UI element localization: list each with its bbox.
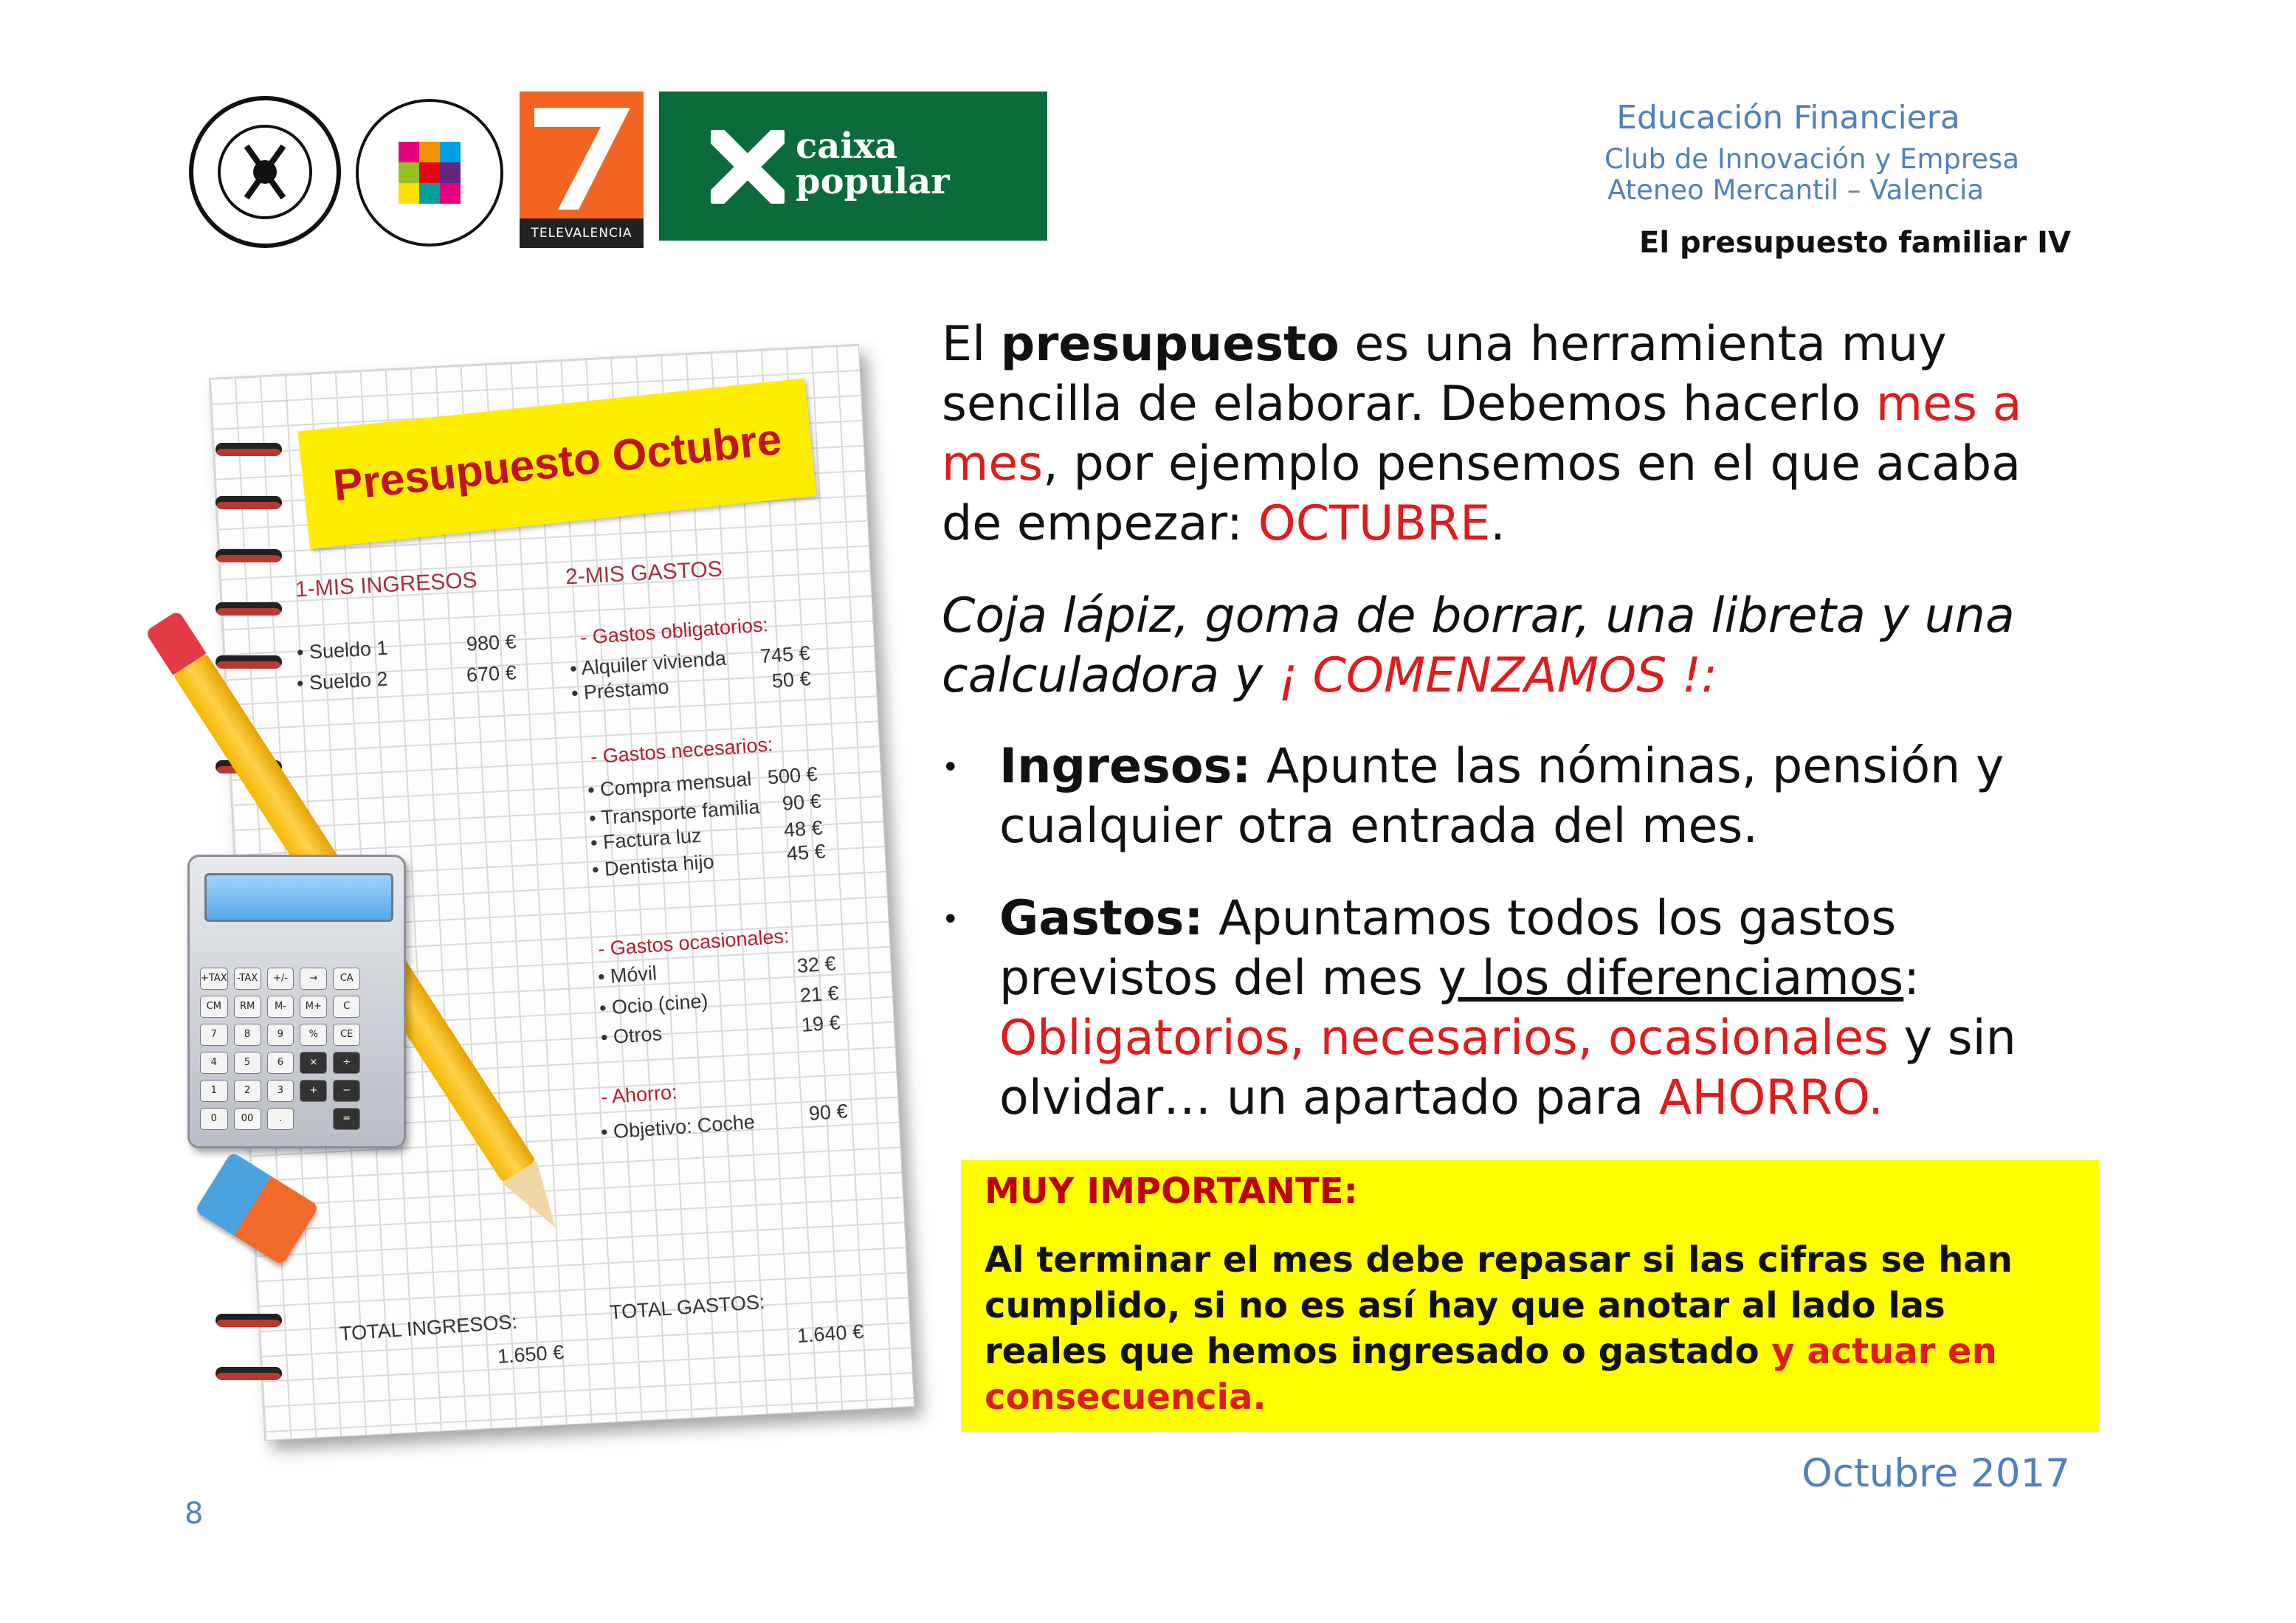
- expense-value: 21 €: [799, 982, 840, 1007]
- calculator-key: +: [300, 1080, 327, 1102]
- caixa-line2: popular: [796, 161, 950, 202]
- expense-item: • Préstamo: [570, 675, 670, 705]
- expense-value: 90 €: [807, 1100, 849, 1125]
- calculator-key: 7: [200, 1024, 228, 1046]
- expense-value: 48 €: [782, 816, 824, 841]
- spiral-ring: [216, 1367, 282, 1380]
- expense-value: 45 €: [785, 840, 827, 865]
- calculator-key: 6: [267, 1052, 294, 1074]
- expense-item: • Móvil: [597, 962, 658, 988]
- calculator-key: 3: [267, 1080, 294, 1102]
- calculator-key: -TAX: [234, 968, 261, 990]
- important-title: MUY IMPORTANTE:: [985, 1171, 1358, 1212]
- calculator-icon: [187, 855, 406, 1148]
- calculator-key: =: [333, 1108, 360, 1130]
- total-gastos-label: TOTAL GASTOS:: [609, 1290, 766, 1324]
- calculator-key: ×: [300, 1052, 327, 1074]
- calculator-key: +TAX: [200, 968, 228, 990]
- income-value: 670 €: [466, 661, 517, 686]
- calculator-key: 5: [234, 1052, 261, 1074]
- expense-value: 500 €: [767, 762, 818, 789]
- expense-item: • Ocio (cine): [599, 989, 709, 1020]
- calculator-key: 8: [234, 1024, 261, 1046]
- instruction-paragraph: Coja lápiz, goma de borrar, una libreta y una calculadora y ¡ COMENZAMOS !:: [942, 588, 2015, 703]
- calculator-key: CM: [200, 996, 228, 1018]
- expense-item: • Compra mensual: [587, 768, 753, 802]
- header-line3: Ateneo Mercantil – Valencia: [1607, 174, 1985, 206]
- calculator-key: +/-: [267, 968, 294, 990]
- calculator-key: 9: [267, 1024, 294, 1046]
- bullet-marker: •: [942, 751, 959, 785]
- income-item: • Sueldo 1: [296, 636, 389, 664]
- important-body: Al terminar el mes debe repasar si las cifras se han cumplido, si no es así hay que anotar al lado las reales que hemos ingresado o gastado y actuar en consecuencia.: [985, 1239, 2013, 1418]
- header-line2: Club de Innovación y Empresa: [1604, 143, 2019, 175]
- expense-item: • Factura luz: [590, 824, 703, 855]
- income-value: 980 €: [466, 630, 517, 655]
- calculator-key: 0: [200, 1108, 228, 1130]
- ingresos-heading: 1-MIS INGRESOS: [294, 568, 478, 602]
- notebook-illustration: [0, 0, 930, 1476]
- expense-value: 745 €: [759, 641, 811, 668]
- calculator-key: CA: [333, 968, 360, 990]
- gastos-heading: 2-MIS GASTOS: [565, 556, 723, 590]
- bullet-gastos: Gastos: Apuntamos todos los gastos previstos del mes y los diferenciamos: Obligatorios, necesarios, ocasionales y sin olvidar… un apartado para AHORRO.: [999, 891, 2016, 1126]
- calculator-key: 4: [200, 1052, 228, 1074]
- calculator-key: M-: [267, 996, 294, 1018]
- slide-subtitle: El presupuesto familiar IV: [1639, 226, 2071, 260]
- footer-date: Octubre 2017: [1802, 1451, 2070, 1496]
- expense-value: 90 €: [781, 790, 822, 815]
- calculator-screen: [204, 873, 393, 922]
- expense-item: • Otros: [600, 1022, 663, 1049]
- spiral-ring: [216, 496, 282, 509]
- expense-group-heading: - Gastos necesarios:: [590, 733, 774, 768]
- televalencia-label: TELEVALENCIA: [520, 218, 644, 248]
- calculator-keypad: [200, 968, 393, 1130]
- total-ingresos-value: 1.650 €: [497, 1340, 565, 1368]
- total-gastos-value: 1.640 €: [796, 1320, 864, 1348]
- calculator-key: →: [300, 968, 327, 990]
- calculator-key: C: [333, 996, 360, 1018]
- calculator-key: RM: [234, 996, 261, 1018]
- calculator-key: CE: [333, 1024, 360, 1046]
- spiral-ring: [216, 1314, 282, 1327]
- expense-value: 19 €: [800, 1011, 841, 1036]
- expense-value: 50 €: [770, 667, 812, 692]
- calculator-key: −: [333, 1080, 360, 1102]
- expense-value: 32 €: [796, 952, 837, 977]
- spiral-ring: [216, 655, 282, 669]
- expense-group-heading: - Gastos obligatorios:: [579, 613, 769, 649]
- expense-item: • Objetivo: Coche: [600, 1110, 756, 1144]
- spiral-ring: [216, 602, 282, 616]
- important-callout: [961, 1160, 2099, 1432]
- calculator-key: 2: [234, 1080, 261, 1102]
- calculator-key: %: [300, 1024, 327, 1046]
- calculator-key: 1: [200, 1080, 228, 1102]
- expense-item: • Dentista hijo: [591, 850, 715, 881]
- calculator-key: .: [267, 1108, 294, 1130]
- bullet-marker: •: [942, 903, 959, 937]
- income-item: • Sueldo 2: [296, 667, 389, 695]
- expense-item: • Alquiler vivienda: [569, 647, 727, 680]
- page-number: 8: [185, 1497, 204, 1531]
- spiral-ring: [216, 443, 282, 456]
- caixa-line1: caixa: [796, 125, 898, 167]
- calculator-key: 00: [234, 1108, 261, 1130]
- expense-group-heading: - Ahorro:: [600, 1081, 678, 1109]
- expense-group-heading: - Gastos ocasionales:: [597, 924, 790, 961]
- notebook-title: Presupuesto Octubre: [331, 413, 785, 511]
- expense-item: • Transporte familia: [588, 795, 761, 830]
- intro-paragraph: El presupuesto es una herramienta muy sencilla de elaborar. Debemos hacerlo mes a mes, por ejemplo pensemos en el que acaba de empezar: OCTUBRE.: [942, 317, 2022, 551]
- calculator-key: M+: [300, 996, 327, 1018]
- header-line1: Educación Financiera: [1616, 99, 1960, 137]
- spiral-ring: [216, 549, 282, 562]
- calculator-key: ÷: [333, 1052, 360, 1074]
- bullet-ingresos: Ingresos: Apunte las nóminas, pensión y cualquier otra entrada del mes.: [999, 739, 2004, 854]
- total-ingresos-label: TOTAL INGRESOS:: [339, 1310, 518, 1345]
